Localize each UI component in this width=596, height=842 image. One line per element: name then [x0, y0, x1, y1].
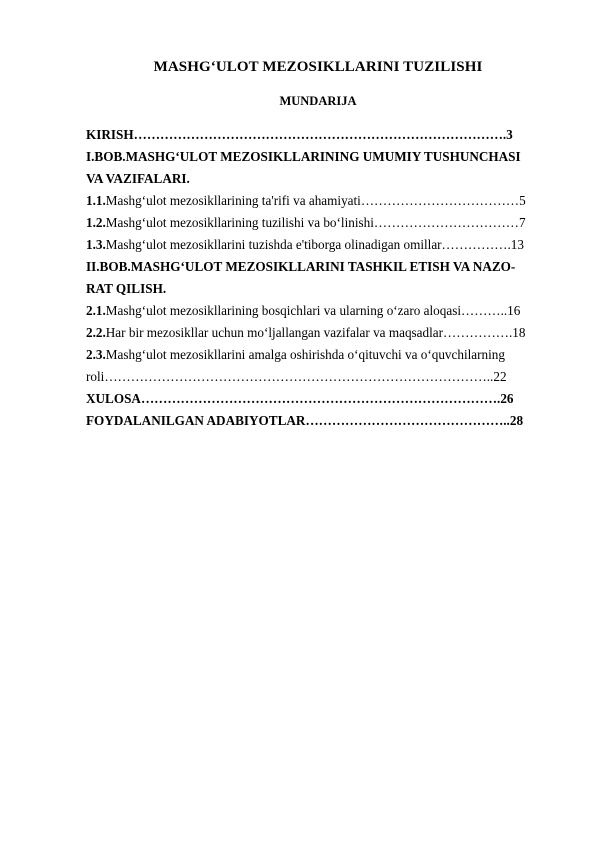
toc-chapter-1-title: I.BOB.MASHG‘ULOT MEZOSIKLLARINING UMUMIY TUSHUNCHASI — [86, 149, 521, 164]
toc-entry-number: 2.3. — [86, 347, 106, 362]
toc-chapter-2-title: II.BOB.MASHG‘ULOT MEZOSIKLLARINI TASHKIL ETISH VA NAZO- — [86, 259, 516, 274]
toc-entry-text: Mashg‘ulot mezosikllarining bosqichlari va ularning o‘zaro aloqasi………..16 — [105, 303, 521, 318]
toc-entry-kirish: KIRISH………………………………………………………………………….3 — [86, 127, 513, 142]
toc-entry-text: Mashg‘ulot mezosikllarini tuzishda e'tiborga olinadigan omillar…………….13 — [105, 237, 524, 252]
table-of-contents — [86, 124, 558, 432]
toc-chapter-1-title-cont: VA VAZIFALARI. — [86, 171, 190, 186]
toc-entry-number: 1.1. — [86, 193, 106, 208]
toc-chapter-2-title-cont: RAT QILISH. — [86, 281, 167, 296]
toc-entry-text: Har bir mezosikllar uchun mo‘ljallangan vazifalar va maqsadlar…………….18 — [105, 325, 526, 340]
toc-entry-number: 2.1. — [86, 303, 106, 318]
toc-entry-adabiyotlar: FOYDALANILGAN ADABIYOTLAR………………………………………..28 — [86, 413, 524, 428]
toc-entry-number: 1.3. — [86, 237, 106, 252]
toc-entry-1-3 — [86, 234, 558, 256]
toc-entry-number: 1.2. — [86, 215, 106, 230]
toc-entry-xulosa: XULOSA……………………………………………………………………….26 — [86, 391, 514, 406]
document-title: MASHG‘ULOT MEZOSIKLLARINI TUZILISHI — [153, 59, 483, 75]
toc-entry-2-1 — [86, 300, 558, 322]
toc-entry-number: 2.2. — [86, 325, 106, 340]
toc-entry-1-2 — [86, 212, 558, 234]
toc-heading: MUNDARIJA — [279, 94, 357, 108]
toc-entry-text: Mashg‘ulot mezosikllarini amalga oshirishda o‘qituvchi va o‘quvchilarning — [105, 347, 505, 362]
toc-entry-text: Mashg‘ulot mezosikllarining tuzilishi va bo‘linishi……………………………7 — [105, 215, 526, 230]
toc-entry-1-1 — [86, 190, 558, 212]
toc-entry-2-3-cont: roli……………………………………………………………………………..22 — [86, 369, 507, 384]
toc-entry-2-2 — [86, 322, 558, 344]
toc-entry-2-3 — [86, 344, 558, 366]
toc-entry-text: Mashg‘ulot mezosikllarining ta'rifi va ahamiyati………………………………5 — [105, 193, 526, 208]
